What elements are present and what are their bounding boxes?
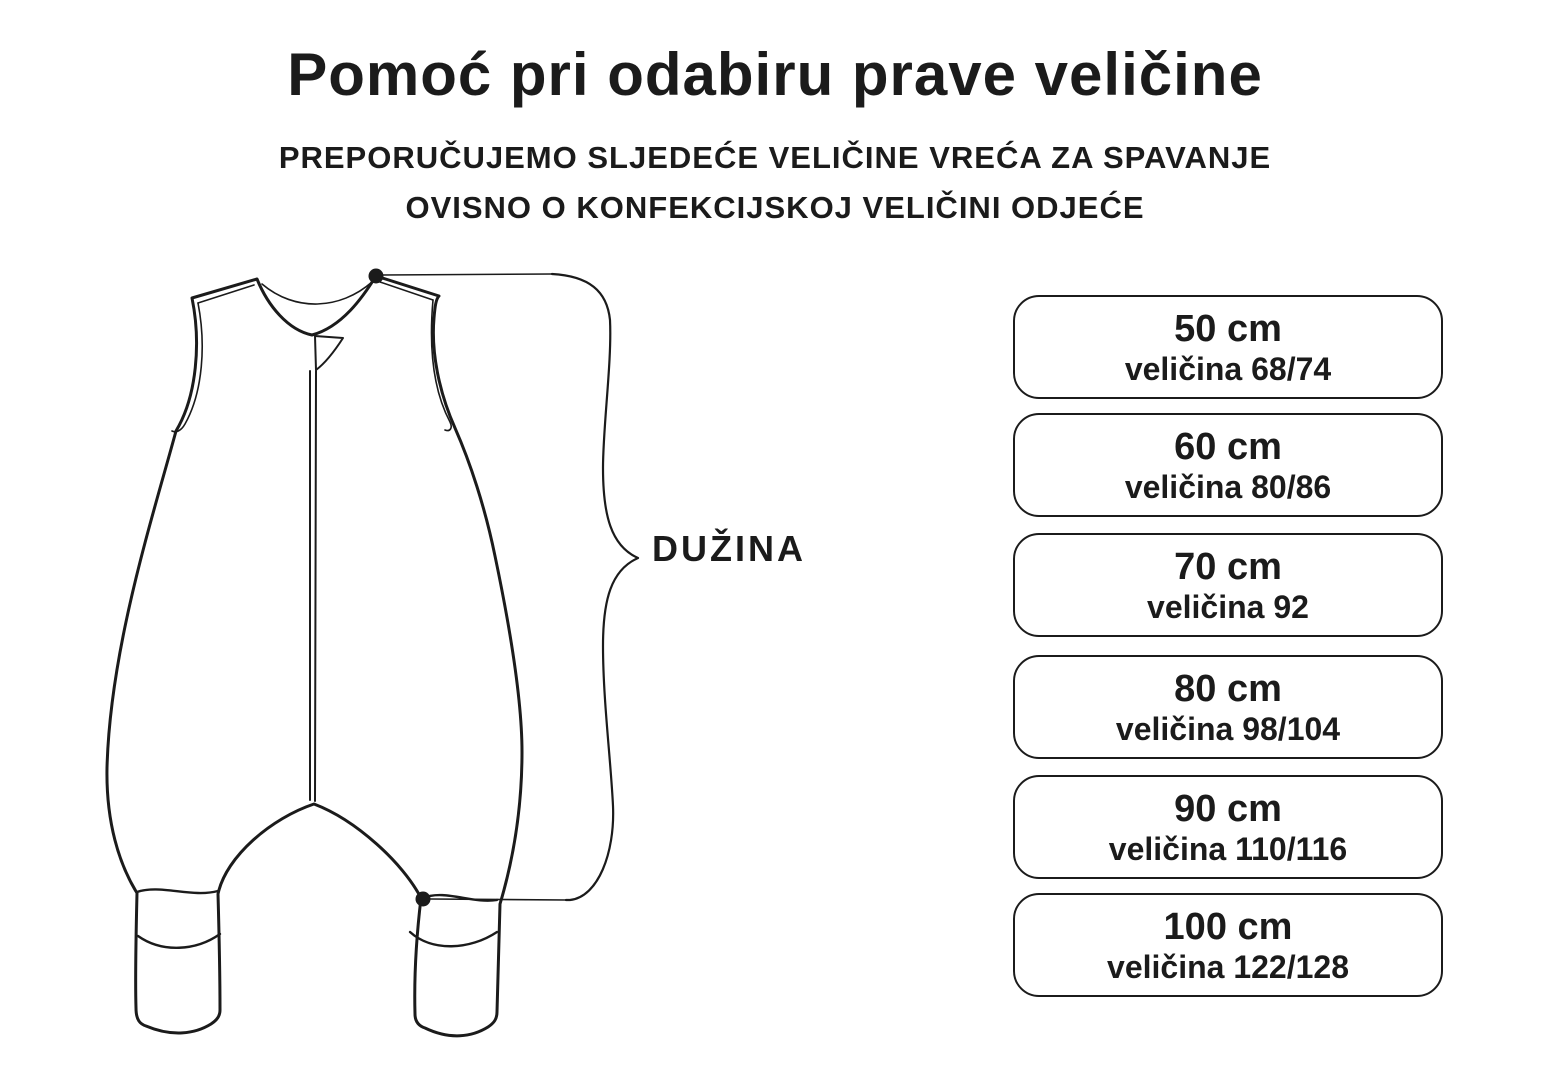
size-box bbox=[1013, 775, 1443, 879]
size-box bbox=[1013, 533, 1443, 637]
left-armhole-line bbox=[172, 303, 202, 432]
left-cuff-top-line bbox=[137, 889, 218, 893]
clothing-size: veličina 68/74 bbox=[1124, 350, 1332, 387]
size-box bbox=[1013, 413, 1443, 517]
length-brace bbox=[552, 274, 638, 900]
size-box bbox=[1013, 893, 1443, 997]
back-neck-line bbox=[262, 282, 372, 304]
bag-length: 90 cm bbox=[1174, 787, 1282, 830]
subtitle-line-1: PREPORUČUJEMO SLJEDEĆE VELIČINE VREĆA ZA SPAVANJE bbox=[278, 140, 1272, 175]
size-box bbox=[1013, 295, 1443, 399]
clothing-size: veličina 110/116 bbox=[1108, 830, 1348, 867]
subtitle-line-2: OVISNO O KONFEKCIJSKOJ VELIČINI ODJEĆE bbox=[405, 190, 1145, 225]
zipper-line bbox=[310, 371, 316, 801]
shoulder-marker-dot bbox=[369, 269, 384, 284]
measurement-line-bottom bbox=[430, 899, 566, 900]
bag-length: 50 cm bbox=[1174, 307, 1282, 350]
leg-marker-dot bbox=[416, 892, 431, 907]
clothing-size: veličina 98/104 bbox=[1115, 710, 1341, 747]
page-title: Pomoć pri odabiru prave veličine bbox=[287, 41, 1263, 108]
left-cuff-fold-line bbox=[138, 934, 220, 948]
zipper-flap bbox=[315, 336, 343, 370]
clothing-size: veličina 80/86 bbox=[1124, 468, 1332, 505]
measurement-line-top bbox=[382, 274, 552, 275]
clothing-size: veličina 122/128 bbox=[1107, 948, 1349, 985]
bag-length: 60 cm bbox=[1174, 425, 1282, 468]
size-box bbox=[1013, 655, 1443, 759]
clothing-size: veličina 92 bbox=[1147, 588, 1309, 625]
bag-length: 100 cm bbox=[1163, 905, 1293, 948]
length-label: DUŽINA bbox=[652, 528, 806, 569]
bag-length: 70 cm bbox=[1174, 545, 1282, 588]
right-cuff-fold-line bbox=[410, 932, 497, 946]
bag-length: 80 cm bbox=[1174, 667, 1282, 710]
